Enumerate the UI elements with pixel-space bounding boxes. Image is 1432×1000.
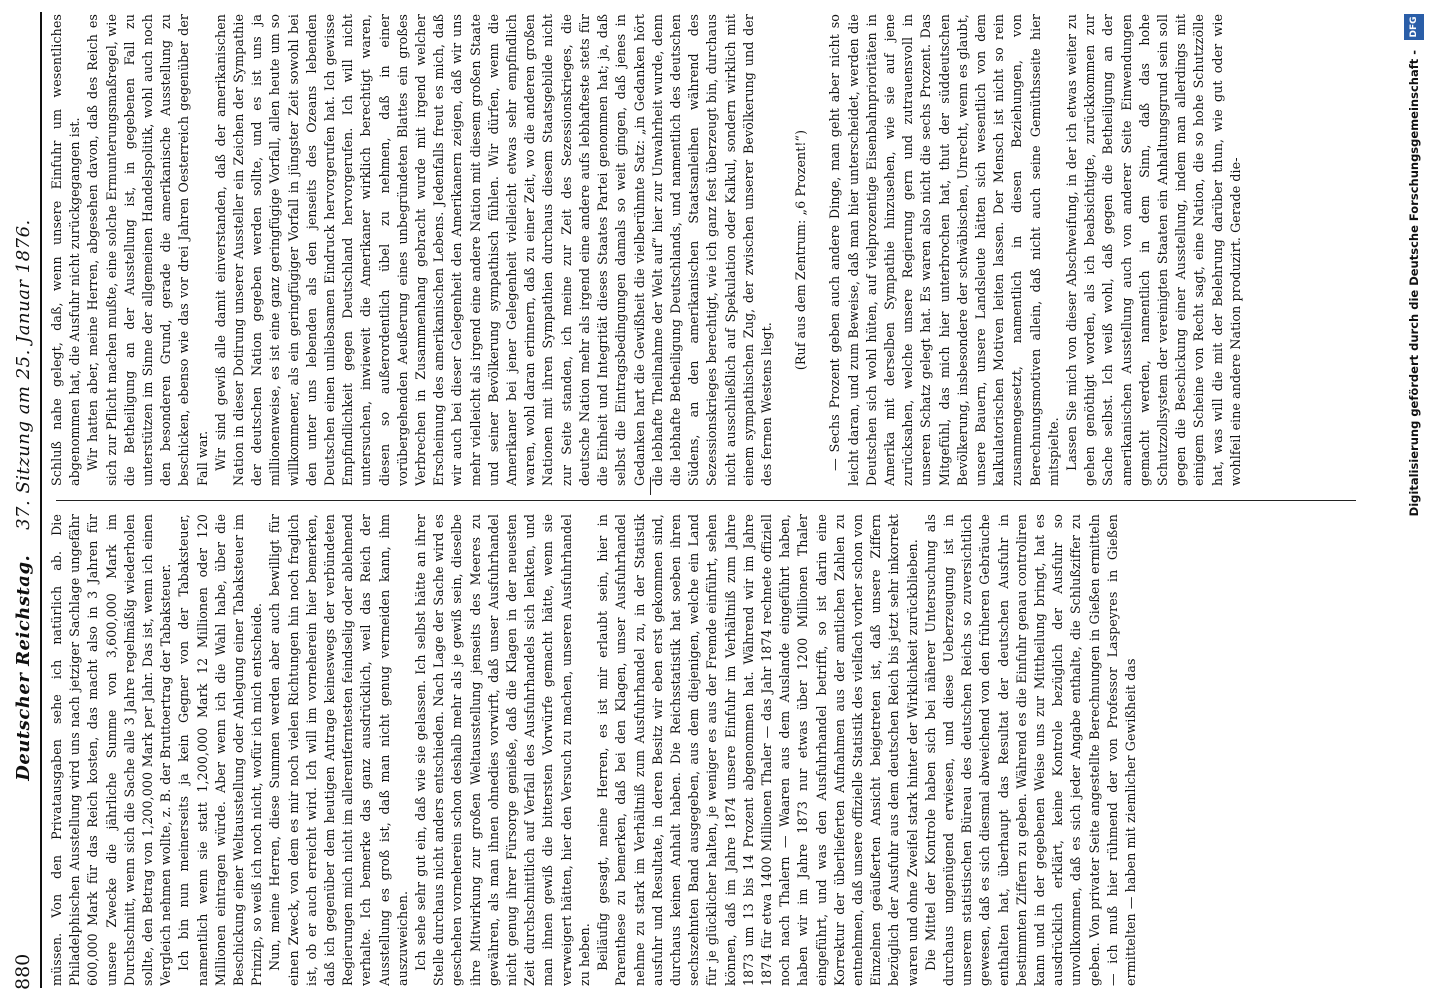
digitization-note: Digitalisierung gefördert durch die Deutsche Forschungsgemeinschaft - (1407, 50, 1421, 517)
paragraph: Wir hatten aber, meine Herren, abgesehen davon, daß des Reich es sich zur Pflicht machen mußte, eine solche Ermunterungsmaßregel, wie die Betheiligung an der Ausstellung ist, in gegebenen Fall zu unterstützen im Sinne der allgemeinen Handelspolitik, wohl auch noch den besonderen Grund, gerade die amerikanische Ausstellung zu beschicken, ebenso wie das vor drei Jahren Oesterreich gegenüber der Fall war. (85, 14, 210, 486)
paragraph: Ich bin nun meinerseits ja kein Gegner von der Tabaksteuer, namentlich wenn sie statt 1,200,000 Mark 12 Millionen oder 120 Millionen eintragen würde. Aber wenn ich die Wahl habe, über die Beschickung einer Weltausstellung oder Anlegung einer Tabaksteuer im Prinzip, so weiß ich noch nicht, wofür ich mich entscheide. (176, 514, 265, 986)
column-divider (56, 500, 1356, 501)
paragraph: Wir sind gewiß alle damit einverstanden, daß der amerikanischen Nation in dieser Dotirung unserer Aussteller ein Zeichen der Sympathie der deutschen Nation gegeben werden sollte, und es ist uns ja millionenweise, es ist eine ganz geringfügige Vorfall, allen heute um so willkommener, als ein geringfügiger Vorfall in jüngster Zeit sowohl bei den unter uns lebenden als den jenseits des Ozeans lebenden Deutschen einen unliebsamen Eindruck hervorgerufen hat. Ich gewisse Empfindlichkeit gegen Deutschland hervorgerufen. Ich will nicht untersuchen, inwieweit die Amerikaner wirklich berechtigt waren, diesen so außerordentlich übel zu nehmen, daß in einer vorübergehenden Aeußerung eines unbegründeten Blattes ein großes Verbrechen in Zusammenhang gebracht wurde mit irgend welcher Erscheinung des amerikanischen Lebens. Jedenfalls freut es mich, daß wir auch bei dieser Gelegenheit den Amerikanern zeigen, daß wir uns mehr vielleicht als irgend eine andere Nation mit diesem großen Staate und seiner Bevölkerung sympathisch fühlen. Wir dürfen, wenn die Amerikaner bei jener Gelegenheit vielleicht etwas sehr empfindlich waren, wohl daran erinnern, daß zu einer Zeit, wo die anderen großen Nationen mit ihren Sympathien durchaus diesem Staatsgebilde nicht zur Seite standen, ich meine zur Zeit des Sezessionskrieges, die deutsche Nation mehr als irgend eine andere aufs lebhafteste stets für die Einheit und Integrität dieses Staates Partei genommen hat; ja, daß selbst die Eintragsbedingungen damals so weit gingen, daß jenes in Gedanken hart die Gewißheit die vielberühmte Satz: „in Gedanken hört die lebhafte Theilnahme der Welt auf“ hier zur Unwahrheit wurde, denn die lebhafte Betheiligung Deutschlands, und namentlich des deutschen Südens, an den amerikanischen Staatsanleihen während des Sezessionskrieges berechtigt, wie ich ganz fest überzeugt bin, durchaus nicht ausschließlich auf Spekulation oder Kalkul, sondern wirklich mit einem sympathischen Zug, der zwischen unserer Bevölkerung und der des fernen Westens liegt. (212, 14, 774, 486)
digitization-footer (1396, 0, 1432, 1000)
paragraph: Lassen Sie mich von dieser Abschweifung, in der ich etwas weiter zu gehen genöthigt worden, als ich beabsichtigte, zurückkommen zur Sache selbst. Ich weiß wohl, daß gegen die Betheiligung an der amerikanischen Ausstellung auch von anderer Seite Einwendungen gemacht werden, namentlich in dem Sinn, daß das hohe Schutzzollsystem der vereinigten Staaten ein Anhaltungsgrund sein soll gegen die Beschickung einer Ausstellung, indem man allerdings mit einigem Scheine von Recht sagt, eine Nation, die so hohe Schutzzölle hat, was will die mit der Belehrung darüber thun, wie gut oder wie wohlfeil eine andere Nation produzirt. Gerade die- (1063, 14, 1243, 486)
publication-title: Deutscher Reichstag. (12, 554, 34, 781)
marginal-rule (650, 477, 651, 495)
dfg-logo-icon: DFG (1404, 14, 1424, 40)
running-title (13, 70, 34, 930)
paragraph: Die Mittel der Kontrole haben sich bei näherer Untersuchung als durchaus ungenügend erwiesen, und diese Ueberzeugung ist in unserem statistischen Büreau des deutschen Reichs so zuversichtlich gewesen, daß es sich diesmal abweichend von den früheren Gebräuche enthalten hat, überhaupt das Resultat der deutschen Ausfuhr in bestimmten Ziffern zu geben. Während es die Einfuhr genau controliren kann und in der gegebenen Weise uns zur Mittheilung bringt, hat es ausdrücklich erklärt, keine Kontrole bezüglich der Ausfuhr so unvollkommen, daß es sich jeder Angabe enthalte, die Schlußziffer zu geben. Von privater Seite angestellte Berechnungen in Gießen ermitteln — ich muß hier rühmend der von Professor Laspeyres in Gießen ermittelten — haben mit ziemlicher Gewißheit das (922, 514, 1138, 986)
paragraph: — Sechs Prozent geben auch andere Dinge, man geht aber nicht so leicht daran, und zum Beweise, daß man hier unterscheidet, werden die Deutschen sich wohl hüten, auf vielprozentige Eisenbahnprioritäten in Amerika mit derselben Sympathie hinzusehen, wie sie auf jene zurücksahen, welche unsere Regierung gern und zutrauensvoll in unseren Schatz gelegt hat. Es waren also nicht die sechs Prozent. Das Mitgefühl, das mich hier unterbrochen hat, thut der süddeutschen Bevölkerung, insbesondere der schwäbischen, Unrecht, wenn es glaubt, unsere Bauern, unsere Landsleute hätten sich wesentlich von dem kalkulatorischen Motiven leiten lassen. Der Mensch ist nicht so rein zusammengesetzt, namentlich in diesen Beziehungen, von Berechnungsmotiven allein, daß nicht auch seine Gemüthsseite hier mitspielte. (827, 14, 1061, 486)
paragraph: müssen. Von den Privatausgaben sehe ich natürlich ab. Die Philadelphischen Ausstellung wird uns nach jetziger Sachlage ungefähr 600,000 Mark für das Reich kosten, das macht also in 3 Jahren für unsere Zwecke die jährliche Summe von 3,600,000 Mark im Durchschnitt, wenn sich die Sache alle 3 Jahre regelmäßig wiederholen sollte, den Betrag von 1,200,000 Mark per Jahr. Das ist, wenn ich einen Vergleich nehmen wollte, z. B. der Bruttoertrag der Tabaksteuer. (49, 514, 174, 986)
paragraph: Nun, meine Herren, diese Summen werden aber auch bewilligt für einen Zweck, von dem es mir noch vielen Richtungen hin noch fraglich ist, ob er auch erreicht wird. Ich will im vorneherein hier bemerken, daß ich gegenüber dem heutigen Antrage keineswegs der verbündeten Regierungen mich nicht im allerentferntesten feindselig oder ablehnend verhalte. Ich bemerke das ganz ausdrücklich, weil das Reich der Ausstellung es groß ist, daß man nicht genug vermeiden kann, ihm auszuweichen. (267, 514, 410, 986)
page-header (8, 10, 38, 990)
paragraph: Ich sehe sehr gut ein, daß wie sie gelassen. Ich selbst hätte an ihrer Stelle durchaus nicht anders entschieden. Nach Lage der Sache wird es geschehen vorneherein schon deshalb mehr als je gewiß sein, dieselbe ihre Mitwirkung zur großen Weltausstellung jenseits des Meeres zu gewähren, als man ihnen ohnedies vorwirft, daß unser Ausfuhrhandel nicht genug ihrer Fürsorge genieße, daß die Klagen in der neuesten Zeit durchschnittlich auf Verfall des Ausfuhrhandels sich lenkten, und man ihnen gewiß die bittersten Vorwürfe gemacht hätte, wenn sie verweigert hätten, hier den Versuch zu machen, unseren Ausfuhrhandel zu heben. (413, 514, 592, 986)
paragraph: Beiläufig gesagt, meine Herren, es ist mir erlaubt sein, hier in Parenthese zu bemerken, daß bei den Klagen, unser Ausfuhrhandel nehme zu stark im Verhältniß zum Ausfuhrhandel zu, in der Statistik ausfuhr und Resultate, in deren Besitz wir eben erst gekommen sind, durchaus keinen Anhalt haben. Die Reichsstatistik hat soeben ihren sechszehnten Band ausgegeben, aus dem diejenigen, welche ein Land für je glücklicher halten, je weniger es aus der Fremde einführt, sehen können, daß im Jahre 1874 unsere Einfuhr im Verhältniß zum Jahre 1873 um 13 bis 14 Prozent abgenommen hat. Während wir im Jahre 1874 für etwa 1400 Millionen Thaler — das Jahr 1874 rechnete offiziell noch nach Thalern — Waaren aus dem Auslande eingeführt haben, haben wir im Jahre 1873 nur etwas über 1200 Millionen Thaler eingeführt, und was den Ausfuhrhandel betrifft, so ist darin eine Korrektur der überlieferten Aufnahmen aus der amtlichen Zahlen zu entnehmen, daß unsere offizielle Statistik des vielfach vorher schon von Einzelnen geäußerten Ansicht beigetreten ist, daß unsere Ziffern bezüglich der Ausfuhr aus dem deutschen Reich bis jetzt sehr inkorrekt waren und ohne Zweifel stark hinter der Wirklichkeit zurückblieben. (595, 514, 920, 986)
interjection: (Ruf aus dem Zentrum: „6 Prozent!“) (793, 129, 809, 371)
header-rule (40, 12, 42, 988)
left-column (48, 514, 1348, 986)
page-number: 880 (12, 953, 34, 990)
paragraph: Schluß nahe gelegt, daß, wenn unsere Einfuhr um wesentliches abgenommen hat, die Ausfuhr nicht zurückgegangen ist. (49, 14, 83, 486)
session-date: 37. Sitzung am 25. Januar 1876. (12, 219, 34, 530)
right-column (48, 14, 1348, 486)
